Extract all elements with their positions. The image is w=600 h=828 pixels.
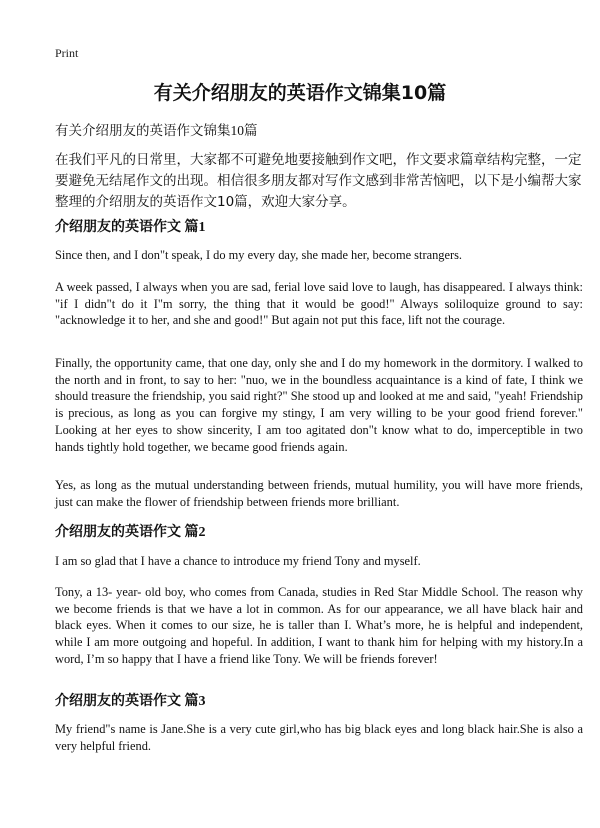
subtitle: 有关介绍朋友的英语作文锦集10篇 xyxy=(55,123,258,138)
paragraph: I am so glad that I have a chance to introduce my friend Tony and myself. xyxy=(55,554,421,568)
paragraph: Finally, the opportunity came, that one day, only she and I do my homework in the dormitory. I walked to the north and in front, to say to her: "nuo, we in the boundless acquaintance is a kind of fate, I think we should treasure the friendship, you said right?" She stood up and looked at me and said, "yeah! Friendship is precious, as long as you can forgive my stingy, I am very willing to be your good friend forever." Looking at her eyes to show sincerity, I am too agitated don"t know what to do, imperceptible in two hands tightly hold together, we became good friends again. xyxy=(55,356,583,454)
paragraph: My friend"s name is Jane.She is a very cute girl,who has big black eyes and long black hair.She is also a very helpful friend. xyxy=(55,722,583,753)
section-heading: 介绍朋友的英语作文 篇2 xyxy=(55,525,206,540)
section-heading: 介绍朋友的英语作文 篇1 xyxy=(55,220,206,235)
paragraph: Tony, a 13- year- old boy, who comes from Canada, studies in Red Star Middle School. The reason why we become friends is that we have a lot in common. As for our appearance, we all have black hair and black eyes. When it comes to our size, he is taller than I. What’s more, he is helpful and independent, while I am more outgoing and hopeful. In addition, I want to thank him for helping with my history.In a word, I’m so happy that I have a friend like Tony. We will be friends forever! xyxy=(55,585,583,666)
intro-paragraph: 在我们平凡的日常里，大家都不可避免地要接触到作文吧，作文要求篇章结构完整，一定要避免无结尾作文的出现。相信很多朋友都对写作文感到非常苦恼吧，以下是小编帮大家整理的介绍朋友的英语作文10篇，欢迎大家分享。 xyxy=(55,152,582,210)
paragraph: A week passed, I always when you are sad, ferial love said love to laugh, has disappeared. I always think: "if I didn"t do it I"m sorry, the thing that it would be good!" Always soliloquize ground to say: "acknowledge it to her, and she and good!" But again not put this face, lift not the courage. xyxy=(55,280,583,328)
paragraph: Yes, as long as the mutual understanding between friends, mutual humility, you will have more friends, just can make the flower of friendship between friends more brilliant. xyxy=(55,478,583,509)
section-heading: 介绍朋友的英语作文 篇3 xyxy=(55,694,206,709)
paragraph: Since then, and I don"t speak, I do my every day, she made her, become strangers. xyxy=(55,248,463,262)
page-title: 有关介绍朋友的英语作文锦集10篇 xyxy=(153,82,447,104)
print-link[interactable]: Print xyxy=(55,46,79,60)
